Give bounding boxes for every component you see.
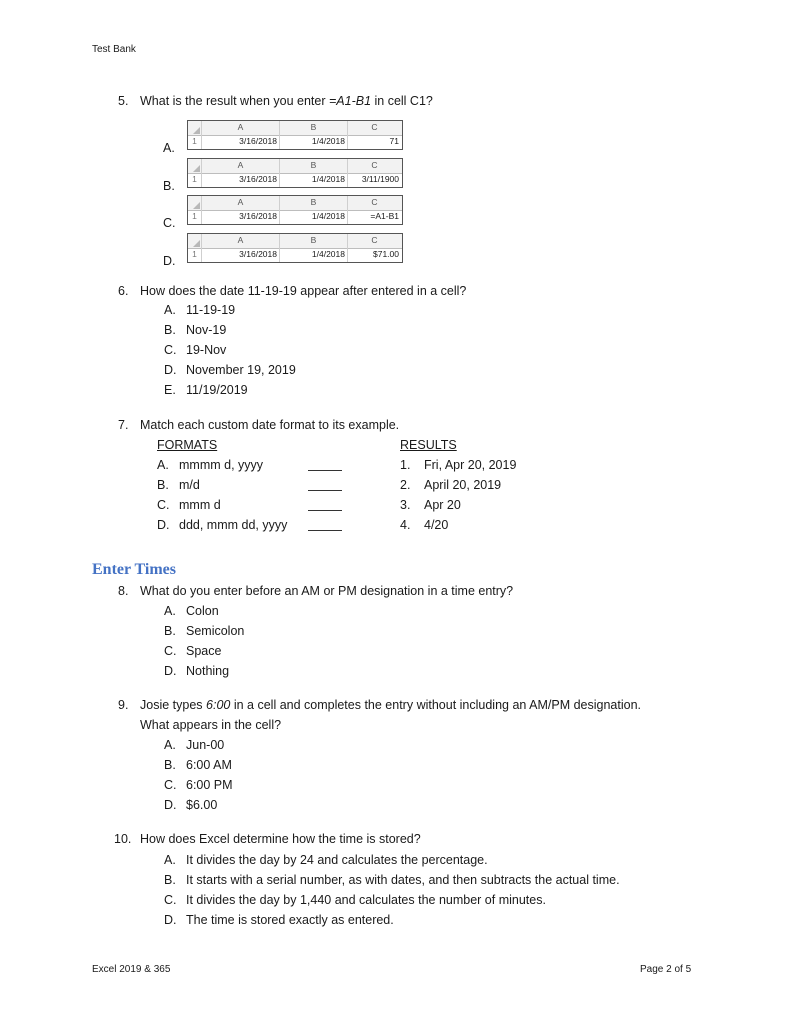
q9-option-text: 6:00 PM xyxy=(186,778,233,792)
q9-option-letter: D. xyxy=(164,798,177,812)
q8-option-text: Colon xyxy=(186,604,219,618)
result-number: 2. xyxy=(400,478,411,492)
q9-option-text: 6:00 AM xyxy=(186,758,232,772)
result-text: 4/20 xyxy=(424,518,449,532)
q9-option-letter: A. xyxy=(164,738,176,752)
format-text: ddd, mmm dd, yyyy xyxy=(179,518,288,532)
q6-option-letter: D. xyxy=(164,363,177,377)
q9-text: Josie types 6:00 in a cell and completes the entry without including an AM/PM designation. xyxy=(140,698,642,712)
result-text: Apr 20 xyxy=(424,498,461,512)
q5-option-c-grid: A B C 1 3/16/2018 1/4/2018 =A1-B1 xyxy=(187,195,403,225)
format-text: mmmm d, yyyy xyxy=(179,458,264,472)
q6-option-text: 11/19/2019 xyxy=(186,383,248,397)
q6-option-text: 11-19-19 xyxy=(186,303,236,317)
q8-text: What do you enter before an AM or PM designation in a time entry? xyxy=(140,584,514,598)
q5-text: What is the result when you enter =A1-B1 in cell C1? xyxy=(140,94,433,108)
answer-blank xyxy=(308,490,342,491)
result-text: Fri, Apr 20, 2019 xyxy=(424,458,517,472)
result-text: April 20, 2019 xyxy=(424,478,502,492)
q10-option-text: It divides the day by 1,440 and calculates the number of minutes. xyxy=(186,893,546,907)
formats-header: FORMATS xyxy=(157,438,218,452)
page-header: Test Bank xyxy=(92,44,136,55)
q9-option-letter: C. xyxy=(164,778,177,792)
q8-option-text: Semicolon xyxy=(186,624,245,638)
format-text: m/d xyxy=(179,478,200,492)
answer-blank xyxy=(308,530,342,531)
q6-option-letter: E. xyxy=(164,383,176,397)
format-text: mmm d xyxy=(179,498,221,512)
format-letter: C. xyxy=(157,498,170,512)
q5-option-letter: C. xyxy=(163,216,176,230)
q8-option-letter: B. xyxy=(164,624,176,638)
q6-option-text: 19-Nov xyxy=(186,343,227,357)
q6-option-text: Nov-19 xyxy=(186,323,227,337)
q10-number: 10. xyxy=(114,832,132,846)
q8-number: 8. xyxy=(118,584,129,598)
q8-option-letter: A. xyxy=(164,604,176,618)
q8-option-text: Nothing xyxy=(186,664,230,678)
answer-blank xyxy=(308,470,342,471)
q6-option-text: November 19, 2019 xyxy=(186,363,296,377)
q5-option-letter: B. xyxy=(163,179,175,193)
q9-number: 9. xyxy=(118,698,129,712)
q9-typed-value: 6:00 xyxy=(206,698,231,712)
format-letter: A. xyxy=(157,458,169,472)
q7-number: 7. xyxy=(118,418,129,432)
q8-option-text: Space xyxy=(186,644,222,658)
q5-option-a-grid: A B C 1 3/16/2018 1/4/2018 71 xyxy=(187,120,403,150)
q8-option-letter: C. xyxy=(164,644,177,658)
q5-option-letter: A. xyxy=(163,141,175,155)
q9-text-line2: What appears in the cell? xyxy=(140,718,282,732)
q6-text: How does the date 11-19-19 appear after entered in a cell? xyxy=(140,284,467,298)
q10-text: How does Excel determine how the time is stored? xyxy=(140,832,421,846)
q10-option-text: It starts with a serial number, as with dates, and then subtracts the actual time. xyxy=(186,873,620,887)
q10-option-text: It divides the day by 24 and calculates the percentage. xyxy=(186,853,488,867)
q9-option-letter: B. xyxy=(164,758,176,772)
q5-number: 5. xyxy=(118,94,129,108)
q5-option-d-grid: A B C 1 3/16/2018 1/4/2018 $71.00 xyxy=(187,233,403,263)
q8-option-letter: D. xyxy=(164,664,177,678)
q10-option-letter: C. xyxy=(164,893,177,907)
q10-option-letter: B. xyxy=(164,873,176,887)
section-heading: Enter Times xyxy=(92,561,177,578)
results-header: RESULTS xyxy=(400,438,457,452)
q9-option-text: $6.00 xyxy=(186,798,218,812)
q5-formula: =A1-B1 xyxy=(328,94,372,108)
q6-number: 6. xyxy=(118,284,129,298)
result-number: 1. xyxy=(400,458,411,472)
q5-option-b-grid: A B C 1 3/16/2018 1/4/2018 3/11/1900 xyxy=(187,158,403,188)
result-number: 4. xyxy=(400,518,411,532)
q6-option-letter: B. xyxy=(164,323,176,337)
footer-course: Excel 2019 & 365 xyxy=(92,964,171,975)
format-letter: B. xyxy=(157,478,169,492)
q10-option-letter: A. xyxy=(164,853,176,867)
format-letter: D. xyxy=(157,518,170,532)
q7-text: Match each custom date format to its example. xyxy=(140,418,400,432)
q10-option-letter: D. xyxy=(164,913,177,927)
q10-option-text: The time is stored exactly as entered. xyxy=(186,913,394,927)
q6-option-letter: A. xyxy=(164,303,176,317)
q9-option-text: Jun-00 xyxy=(186,738,225,752)
result-number: 3. xyxy=(400,498,411,512)
footer-page-number: Page 2 of 5 xyxy=(640,964,692,975)
answer-blank xyxy=(308,510,342,511)
q5-option-letter: D. xyxy=(163,254,176,268)
q6-option-letter: C. xyxy=(164,343,177,357)
